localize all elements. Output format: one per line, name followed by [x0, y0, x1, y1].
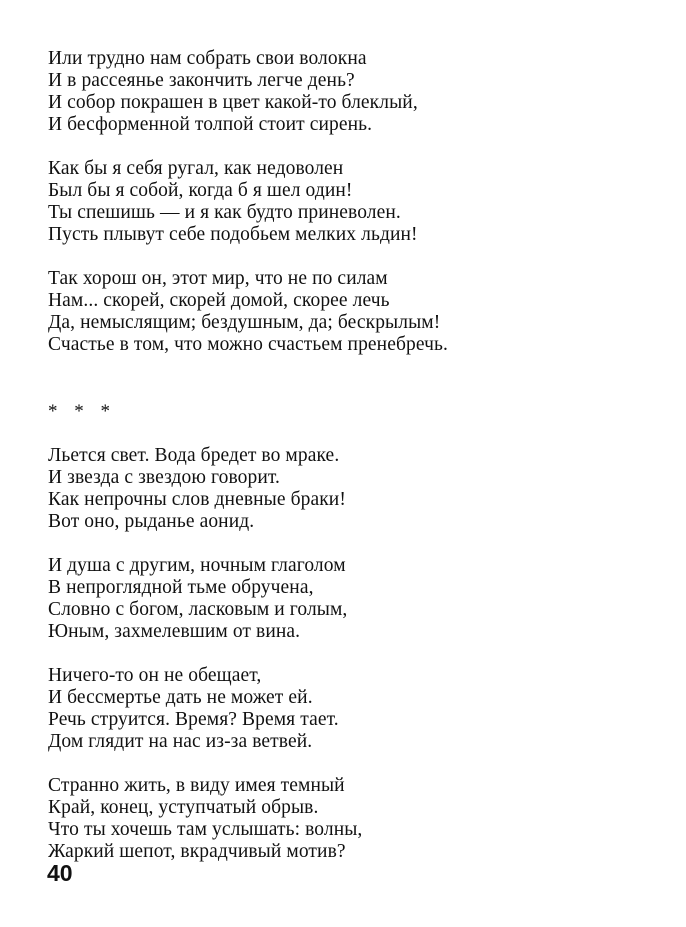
poem-line: Нам... скорей, скорей домой, скорее лечь — [48, 290, 390, 311]
poem — [48, 445, 648, 863]
poem-line: И звезда с звездою говорит. — [48, 467, 281, 488]
stanza — [48, 665, 648, 753]
stanza — [48, 445, 648, 533]
poem-line: Как непрочны слов дневные браки! — [48, 489, 346, 510]
poem-line: Что ты хочешь там услышать: волны, — [48, 819, 363, 840]
stanza — [48, 268, 648, 356]
poem-line: Льется свет. Вода бредет во мраке. — [48, 445, 340, 466]
poem-line: И в рассеянье закончить легче день? — [48, 70, 355, 91]
poem-line: Словно с богом, ласковым и голым, — [48, 599, 348, 620]
stanza — [48, 775, 648, 863]
poem-line: Счастье в том, что можно счастьем пренебречь. — [48, 334, 448, 355]
poem-line: Край, конец, уступчатый обрыв. — [48, 797, 319, 818]
poem-line: И бессмертье дать не может ей. — [48, 687, 313, 708]
page-content — [48, 48, 648, 863]
poem-line: И бесформенной толпой стоит сирень. — [48, 114, 373, 135]
poem-line: Речь струится. Время? Время тает. — [48, 709, 339, 730]
poem-line: Пусть плывут себе подобьем мелких льдин! — [48, 224, 418, 245]
poem-line: Был бы я собой, когда б я шел один! — [48, 180, 353, 201]
poem-line: Странно жить, в виду имея темный — [48, 775, 345, 796]
poem-line: Жаркий шепот, вкрадчивый мотив? — [48, 841, 346, 862]
poem-line: Ничего-то он не обещает, — [48, 665, 262, 686]
poem-line: Дом глядит на нас из-за ветвей. — [48, 731, 313, 752]
section-separator: * * * — [48, 401, 116, 422]
poem-line: Вот оно, рыданье аонид. — [48, 511, 255, 532]
poem-line: Ты спешишь — и я как будто приневолен. — [48, 202, 401, 223]
stanza — [48, 555, 648, 643]
poem-line: Так хорош он, этот мир, что не по силам — [48, 268, 388, 289]
page-number: 40 — [47, 860, 73, 886]
poem-line: Да, немыслящим; бездушным, да; бескрылым! — [48, 312, 441, 333]
stanza — [48, 48, 648, 136]
poem-line: И собор покрашен в цвет какой-то блеклый, — [48, 92, 418, 113]
poem-line: Как бы я себя ругал, как недоволен — [48, 158, 344, 179]
poem-line: И душа с другим, ночным глаголом — [48, 555, 346, 576]
poem-line: В непроглядной тьме обручена, — [48, 577, 314, 598]
poem-line: Юным, захмелевшим от вина. — [48, 621, 301, 642]
stanza — [48, 158, 648, 246]
poem-continued — [48, 48, 648, 356]
poem-line: Или трудно нам собрать свои волокна — [48, 48, 367, 69]
